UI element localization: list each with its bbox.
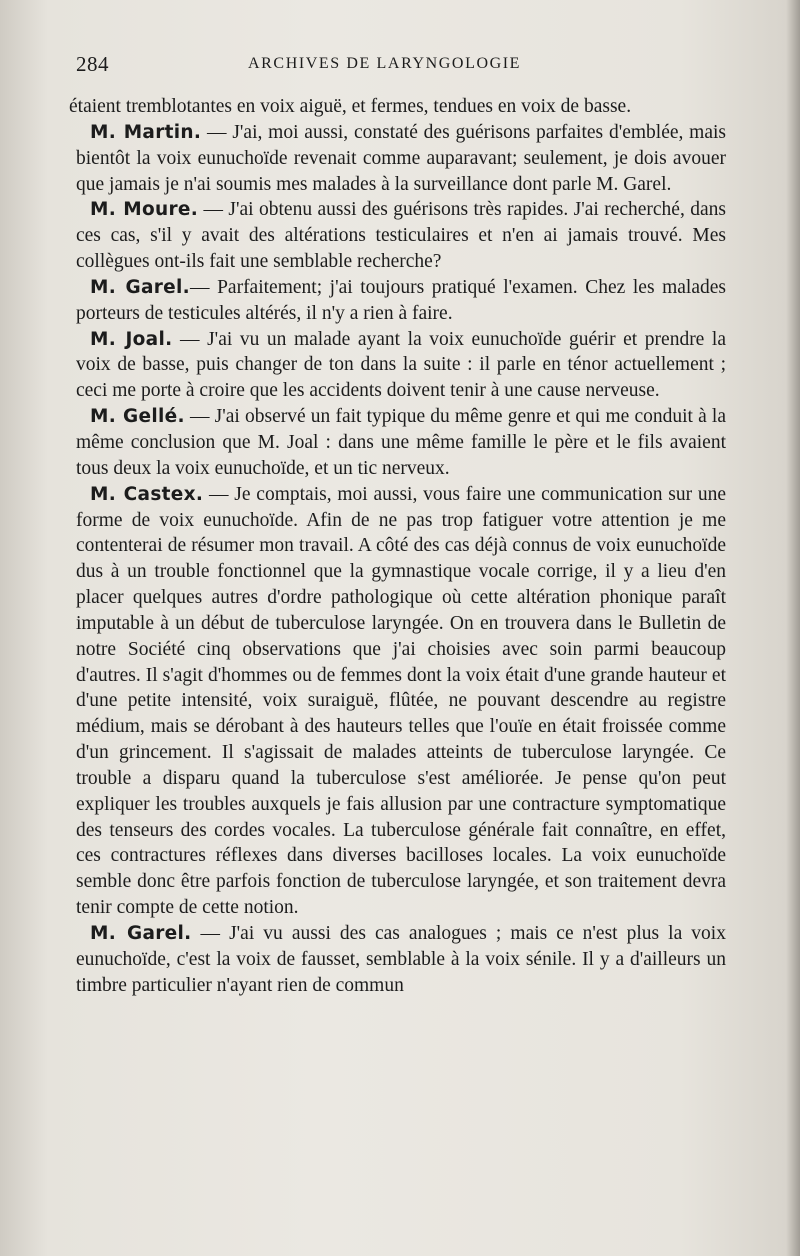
paragraph-text: — Je comptais, moi aussi, vous faire une communication sur une forme de voix eunuchoïde. Afin de ne pas trop fatiguer votre attention je me contenterai de résumer mon travail. A côté des cas déjà connus de voix eunuchoïde dus à un trouble fonctionnel que la gymnastique vocale corrige, il y a lieu d'en placer quelques autres d'ordre pathologique où cette altération phonique paraît imputable à un début de tuberculose laryngée. On en trouvera dans le Bulletin de notre Société cinq observations que j'ai choisies avec soin parmi beaucoup d'autres. Il s'agit d'hommes ou de femmes dont la voix était d'une grande hauteur et d'une petite intensité, voix suraiguë, flûtée, ne pouvant descendre au registre médium, mais se dérobant à des hauteurs telles que l'ouïe en était froissée comme d'un grincement. Il s'agissait de malades atteints de tuberculose laryngée. Ce trouble a disparu quand la tuberculose s'est améliorée. Je pense qu'on peut expliquer les troubles auxquels je fais allusion par une contracture symptomatique des tenseurs des cordes vocales. La tuberculose générale fait connaître, en effet, ces contractures réflexes dans diverses bacilloses locales. La voix eunuchoïde semble donc être parfois fonction de tuberculose laryngée, et son traitement devra tenir compte de cette notion.	[76, 483, 727, 919]
speaker-name: M. Gellé.	[90, 406, 185, 428]
speaker-name: M. Martin.	[90, 121, 202, 143]
paragraph-garel-2	[76, 921, 726, 999]
speaker-name: M. Moure.	[90, 199, 199, 221]
speaker-name: M. Castex.	[90, 483, 204, 505]
paragraph-castex	[76, 482, 726, 921]
running-head	[76, 52, 726, 82]
paragraph-garel	[76, 275, 726, 327]
journal-title: ARCHIVES DE LARYNGOLOGIE	[248, 55, 522, 72]
paragraph-gelle	[76, 404, 726, 482]
speaker-name: M. Garel.	[90, 276, 190, 298]
paragraph-text: — J'ai vu un malade ayant la voix eunuchoïde guérir et prendre la voix de basse, puis changer de ton dans la suite : il parle en ténor actuellement ; ceci me porte à croire que les accidents doivent tenir à une cause nerveuse.	[76, 328, 726, 402]
page-number: 284	[76, 52, 109, 76]
paragraph-text: étaient tremblotantes en voix aiguë, et fermes, tendues en voix de basse.	[69, 96, 632, 117]
speaker-name: M. Joal.	[90, 328, 173, 350]
paragraph-text: — Parfaitement; j'ai toujours pratiqué l'examen. Chez les malades porteurs de testicules altérés, il n'y a rien à faire.	[76, 276, 726, 324]
paragraph-text: — J'ai, moi aussi, constaté des guérisons parfaites d'emblée, mais bientôt la voix eunuchoïde revenait comme auparavant; seulement, je dois avouer que jamais je n'ai soumis mes malades à la surveillance dont parle M. Garel.	[76, 121, 727, 195]
paragraph-moure	[76, 197, 726, 275]
paragraph-continuation	[69, 94, 726, 120]
paragraph-text: — J'ai obtenu aussi des guérisons très rapides. J'ai recherché, dans ces cas, s'il y avait des altérations testiculaires et n'en ai jamais trouvé. Mes collègues ont-ils fait une semblable recherche?	[76, 199, 726, 273]
paragraph-joal	[76, 327, 726, 405]
paragraph-text: — J'ai observé un fait typique du même genre et qui me conduit à la même conclusion que M. Joal : dans une même famille le père et le fils avaient tous deux la voix eunuchoïde, et un tic nerveux.	[76, 406, 726, 479]
body-text	[69, 94, 727, 999]
paragraph-text: — J'ai vu aussi des cas analogues ; mais ce n'est plus la voix eunuchoïde, c'est la voix de fausset, semblable à la voix sénile. Il y a d'ailleurs un timbre particulier n'ayant rien de commun	[76, 923, 726, 996]
speaker-name: M. Garel.	[90, 923, 192, 944]
gutter-shadow	[786, 0, 800, 1256]
paragraph-martin	[76, 120, 726, 198]
